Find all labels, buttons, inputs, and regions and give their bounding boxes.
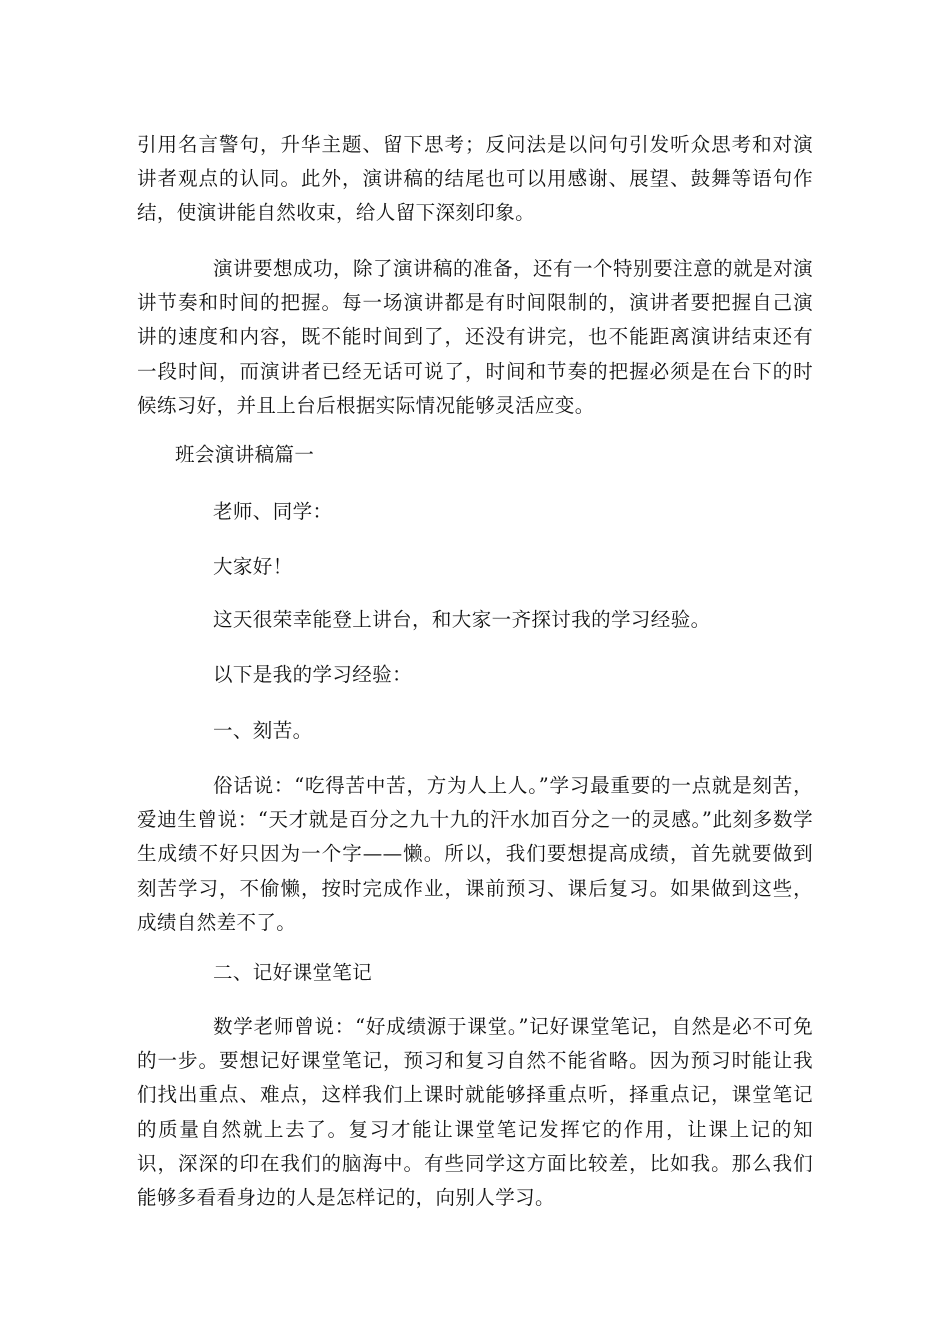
paragraph-timing-rhythm: 演讲要想成功，除了演讲稿的准备，还有一个特别要注意的就是对演讲节奏和时间的把握。每一场演讲都是有时间限制的，演讲者要把握自己演讲的速度和内容，既不能时间到了，还没有讲完，也不能距离演讲结束还有一段时间，而演讲者已经无话可说了，时间和节奏的把握必须是在台下的时候练习好，并且上台后根据实际情况能够灵活应变。 xyxy=(137,257,813,417)
section-1-body: 俗话说：“吃得苦中苦，方为人上人。”学习最重要的一点就是刻苦，爱迪生曾说：“天才就是百分之九十九的汗水加百分之一的灵感。”此刻多数学生成绩不好只因为一个字——懒。所以，我们要想提高成绩，首先就要做到刻苦学习，不偷懒，按时完成作业，课前预习、课后复习。如果做到这些，成绩自然差不了。 xyxy=(137,774,813,934)
paragraph-conclusion-methods: 引用名言警句，升华主题、留下思考；反问法是以问句引发听众思考和对演讲者观点的认同。此外，演讲稿的结尾也可以用感谢、展望、鼓舞等语句作结，使演讲能自然收束，给人留下深刻印象。 xyxy=(137,133,813,225)
section-2-body: 数学老师曾说：“好成绩源于课堂。”记好课堂笔记，自然是必不可免的一步。要想记好课堂笔记，预习和复习自然不能省略。因为预习时能让我们找出重点、难点，这样我们上课时就能够择重点听，择重点记，课堂笔记的质量自然就上去了。复习才能让课堂笔记发挥它的作用，让课上记的知识，深深的印在我们的脑海中。有些同学这方面比较差，比如我。那么我们能够多看看身边的人是怎样记的，向别人学习。 xyxy=(137,1015,813,1210)
speech-intro: 这天很荣幸能登上讲台，和大家一齐探讨我的学习经验。 xyxy=(213,608,711,631)
section-1-title: 一、刻苦。 xyxy=(213,719,313,742)
speech-greeting: 大家好！ xyxy=(213,555,293,578)
speech-lead: 以下是我的学习经验： xyxy=(213,663,413,686)
speech-title: 班会演讲稿篇一 xyxy=(175,443,315,466)
section-2-title: 二、记好课堂笔记 xyxy=(213,961,373,984)
speech-salutation: 老师、同学： xyxy=(213,500,333,523)
